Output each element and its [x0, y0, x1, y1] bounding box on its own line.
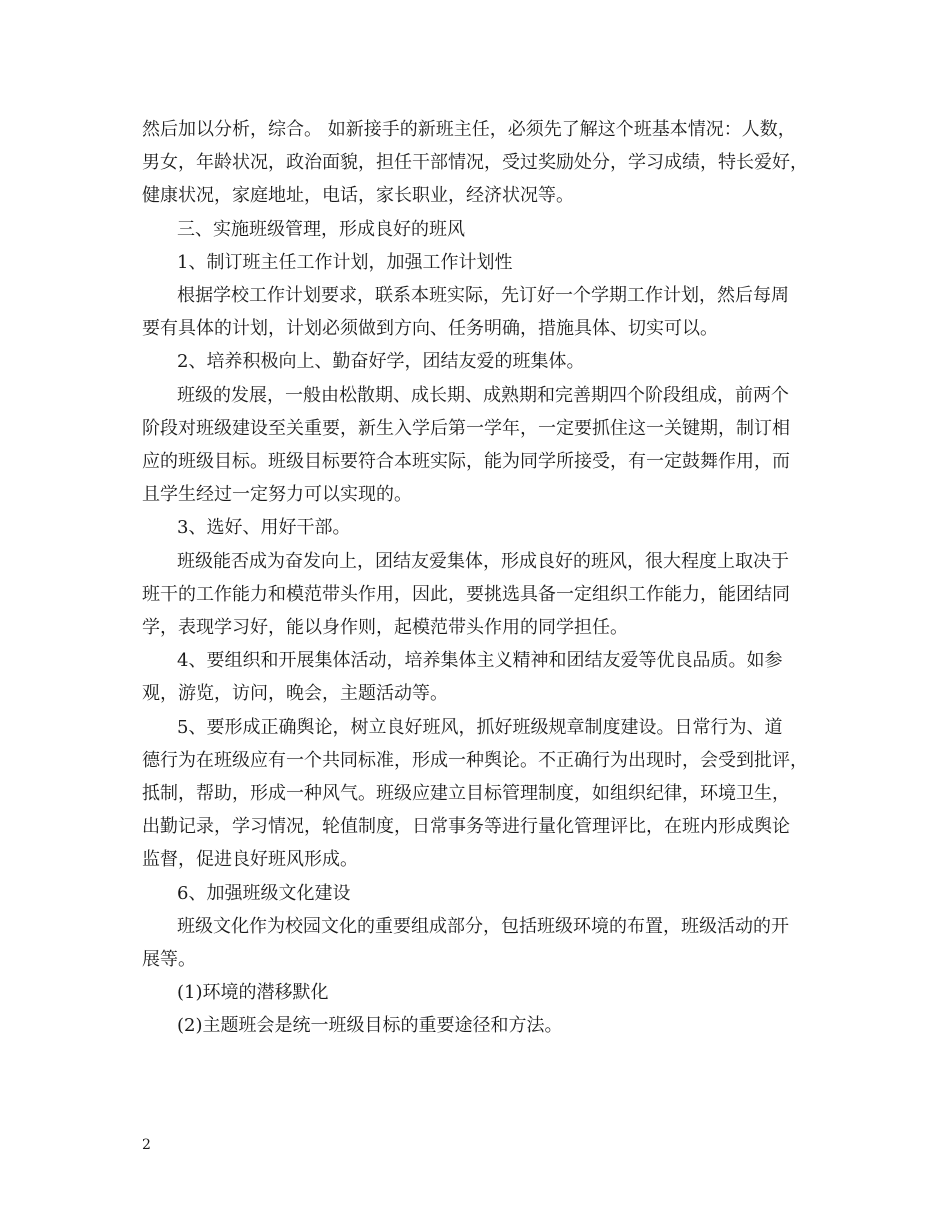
list-item-environment: (1)环境的潜移默化 — [177, 982, 329, 1004]
paragraph-public-opinion: 5、要形成正确舆论，树立良好班风，抓好班级规章制度建设。日常行为、道 德行为在班级应有一个共同标准，形成一种舆论。不正确行为出现时，会受到批评， 抵制，帮助，形成一种风气。班级应建立目标管理制度，如组织纪律，环境卫生， 出勤记录，学习情况，轮值制度，日常事务等进行量化管理评比，在班内形成舆论 监督，促进良好班风形成。 — [142, 716, 808, 871]
heading-section-three: 三、实施班级管理，形成良好的班风 — [177, 218, 465, 240]
paragraph-class-culture: 班级文化作为校园文化的重要组成部分，包括班级环境的布置，班级活动的开 展等。 — [142, 915, 789, 971]
subheading-class-culture: 6、加强班级文化建设 — [177, 882, 351, 904]
paragraph-class-development: 班级的发展，一般由松散期、成长期、成熟期和完善期四个阶段组成，前两个 阶段对班级建设至关重要，新生入学后第一学年，一定要抓住这一关键期，制订相 应的班级目标。班级目标要符合本班实际，能为同学所接受，有一定鼓舞作用，而 且学生经过一定努力可以实现的。 — [142, 384, 790, 506]
subheading-work-plan: 1、制订班主任工作计划，加强工作计划性 — [177, 251, 513, 273]
paragraph-student-info: 然后加以分析，综合。 如新接手的新班主任，必须先了解这个班基本情况：人数， 男女，年龄状况，政治面貌，担任干部情况，受过奖励处分，学习成绩，特长爱好， 健康状况，家庭地址，电话，家长职业，经济状况等。 — [142, 119, 808, 207]
document-body — [142, 113, 817, 1043]
subheading-class-collective: 2、培养积极向上、勤奋好学，团结友爱的班集体。 — [177, 351, 585, 373]
paragraph-cadres: 班级能否成为奋发向上，团结友爱集体，形成良好的班风，很大程度上取决于 班干的工作能力和模范带头作用，因此，要挑选具备一定组织工作能力，能团结同 学，表现学习好，能以身作则，起模范带头作用的同学担任。 — [142, 550, 790, 639]
paragraph-collective-activities: 4、要组织和开展集体活动，培养集体主义精神和团结友爱等优良品质。如参 观，游览，访问，晚会，主题活动等。 — [142, 650, 783, 705]
subheading-cadres: 3、选好、用好干部。 — [177, 517, 351, 539]
page-number: 2 — [142, 1137, 151, 1153]
paragraph-work-plan: 根据学校工作计划要求，联系本班实际，先订好一个学期工作计划，然后每周 要有具体的计划，计划必须做到方向、任务明确，措施具体、切实可以。 — [142, 285, 789, 340]
list-item-theme-meeting: (2)主题班会是统一班级目标的重要途径和方法。 — [177, 1015, 563, 1037]
